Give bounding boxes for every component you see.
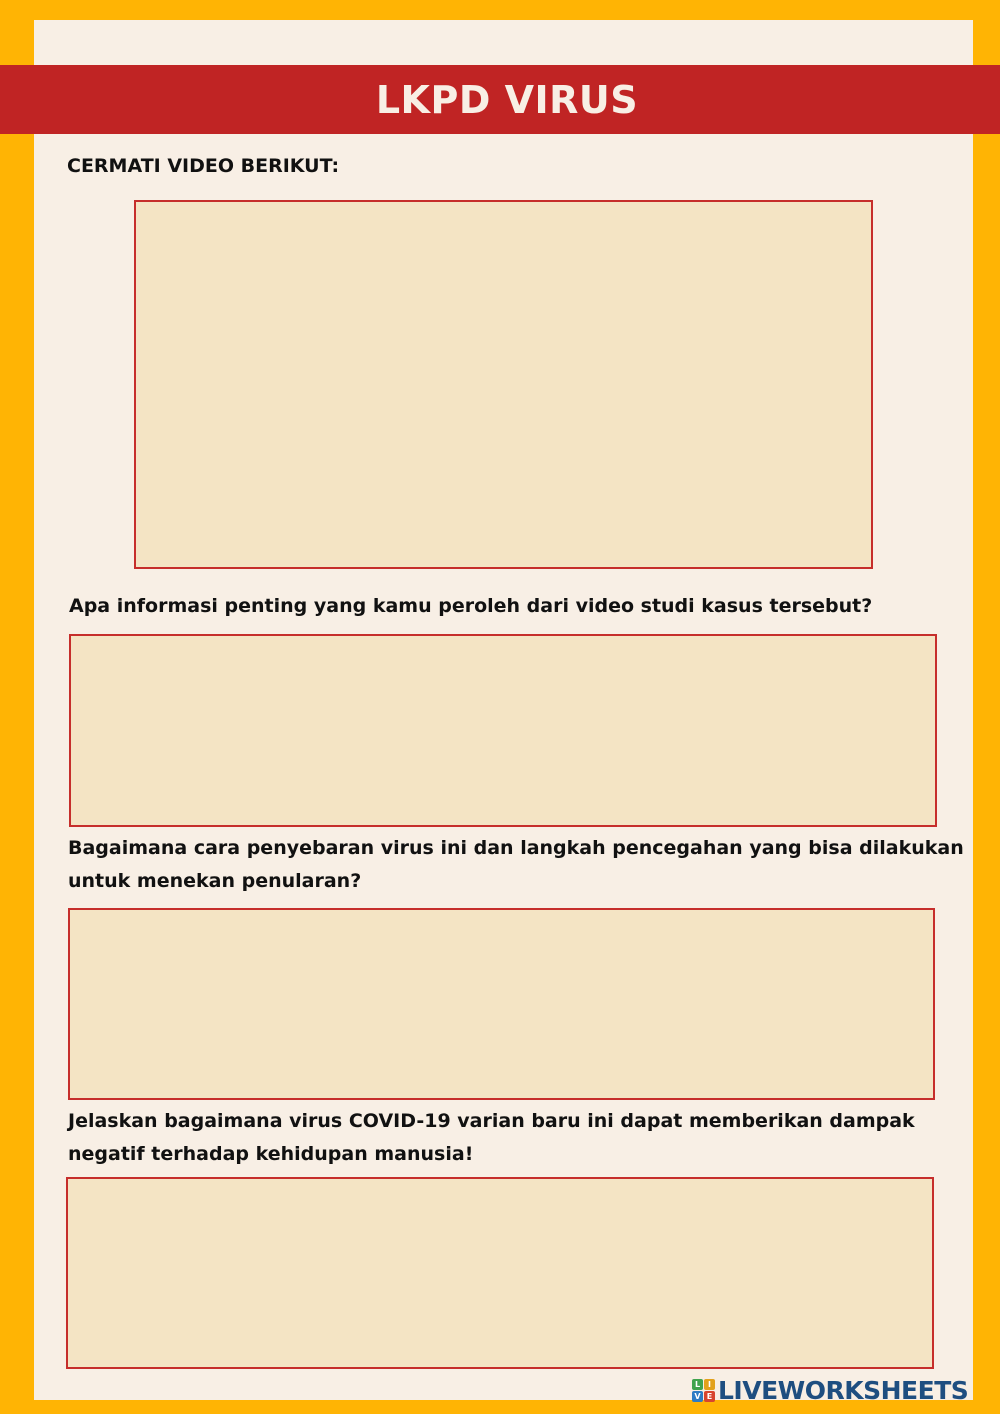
logo-letter-l: L xyxy=(692,1379,703,1390)
question-1-text: Apa informasi penting yang kamu peroleh dari video studi kasus tersebut? xyxy=(69,595,873,617)
liveworksheets-watermark[interactable] xyxy=(692,1373,968,1407)
video-instruction: CERMATI VIDEO BERIKUT: xyxy=(67,155,340,177)
logo-letter-v: V xyxy=(692,1391,703,1402)
liveworksheets-logo-icon xyxy=(692,1379,715,1402)
video-embed[interactable] xyxy=(134,200,873,569)
logo-letter-i: I xyxy=(704,1379,715,1390)
answer-1-field[interactable] xyxy=(69,634,937,827)
answer-2-field[interactable] xyxy=(68,908,935,1100)
page-title: LKPD VIRUS xyxy=(375,77,639,122)
question-2-text: Bagaimana cara penyebaran virus ini dan langkah pencegahan yang bisa dilakukan untuk menekan penularan? xyxy=(68,837,964,892)
logo-letter-e: E xyxy=(704,1391,715,1402)
question-3-text: Jelaskan bagaimana virus COVID-19 varian baru ini dapat memberikan dampak negatif terhadap kehidupan manusia! xyxy=(68,1110,915,1165)
answer-3-field[interactable] xyxy=(66,1177,934,1369)
title-bar xyxy=(0,65,1000,134)
watermark-text: LIVEWORKSHEETS xyxy=(718,1375,969,1405)
